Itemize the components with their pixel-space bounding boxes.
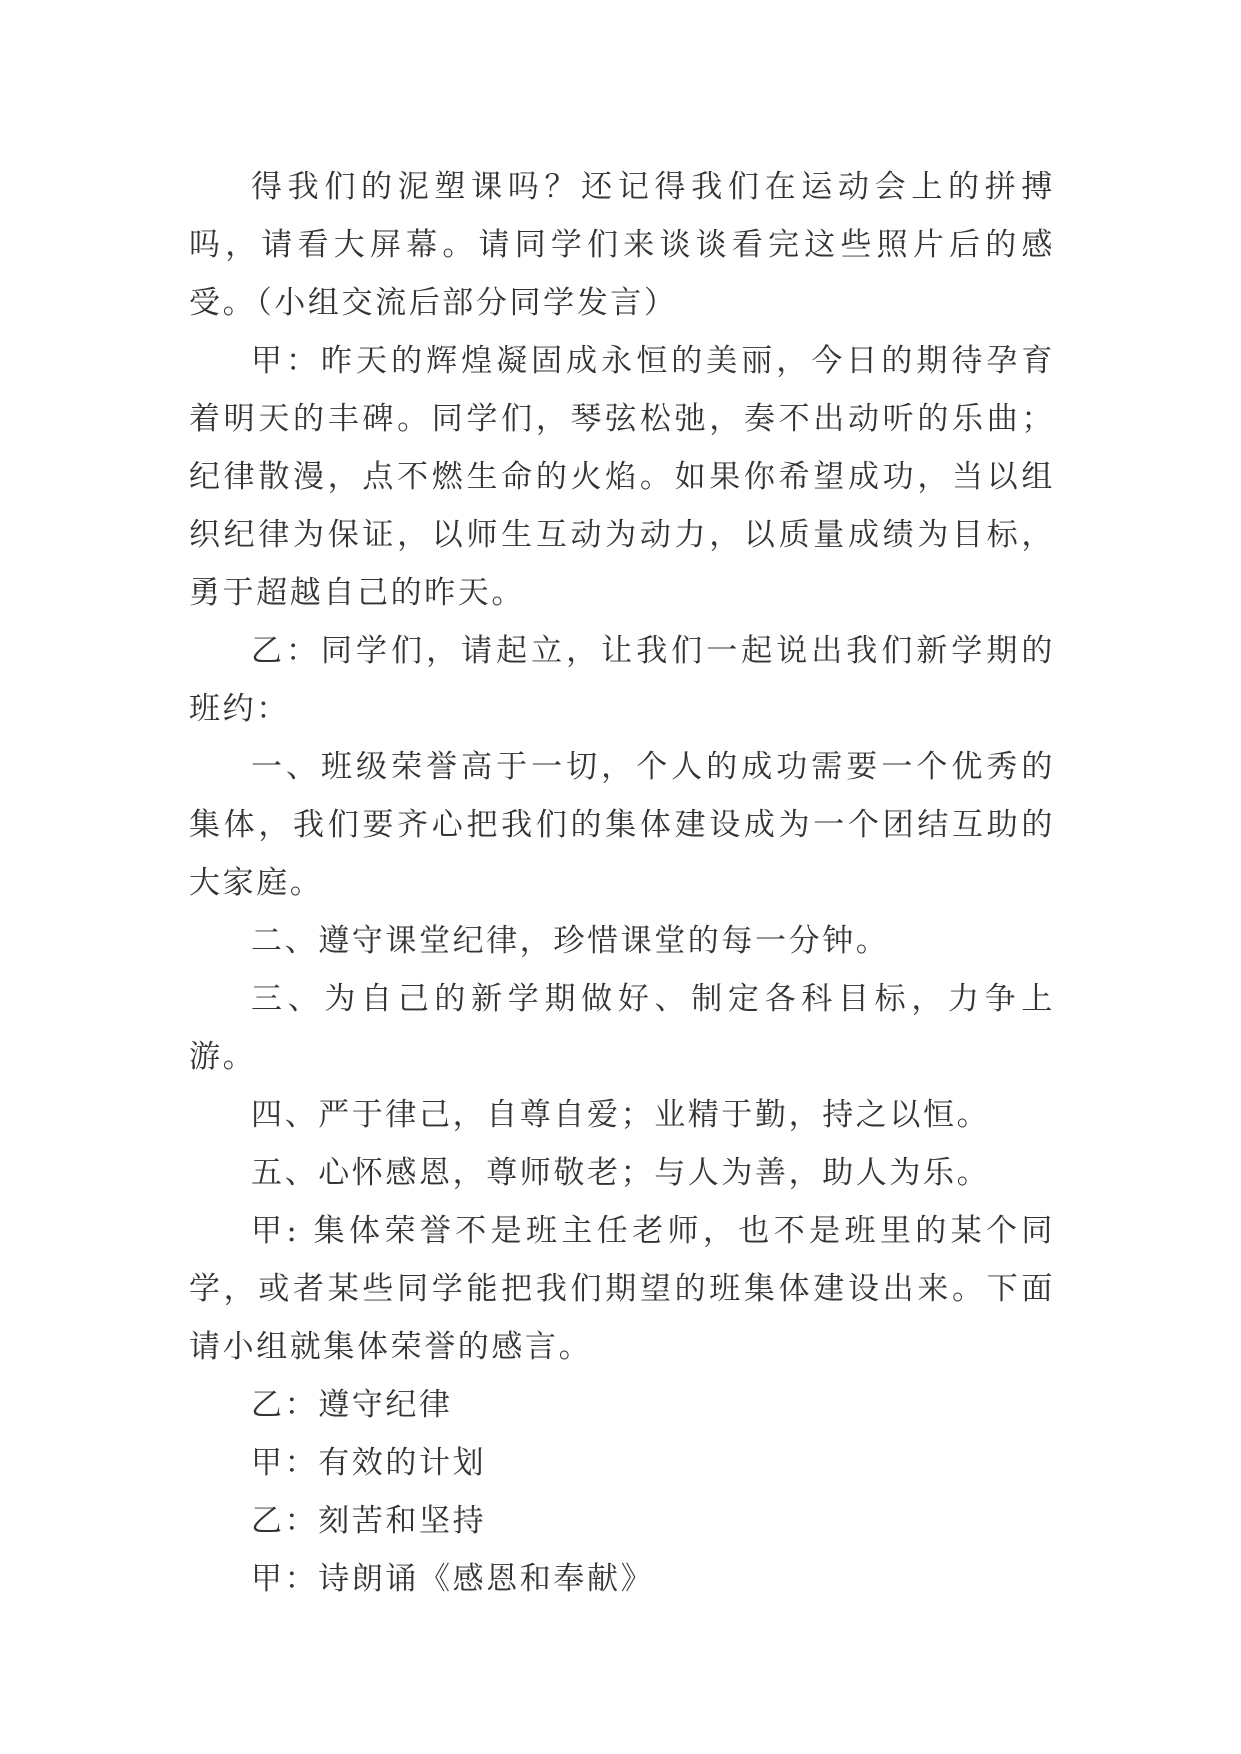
paragraph-12: 乙：刻苦和坚持 (251, 1503, 487, 1539)
paragraph-2: 甲：昨天的辉煌凝固成永恒的美丽，今日的期待孕育着明天的丰碑。同学们，琴弦松弛，奏不出动听的乐曲；纪律散漫，点不燃生命的火焰。如果你希望成功，当以组织纪律为保证，以师生互动为动力，以质量成绩为目标，勇于超越自己的昨天。 (189, 343, 1055, 611)
paragraph-6: 三、为自己的新学期做好、制定各科目标，力争上游。 (189, 981, 1055, 1075)
paragraph-13: 甲：诗朗诵《感恩和奉献》 (251, 1561, 655, 1597)
paragraph-11: 甲：有效的计划 (251, 1445, 487, 1481)
paragraph-5: 二、遵守课堂纪律，珍惜课堂的每一分钟。 (251, 923, 890, 959)
paragraph-3: 乙：同学们，请起立，让我们一起说出我们新学期的班约： (189, 633, 1055, 727)
paragraph-10: 乙：遵守纪律 (251, 1387, 453, 1423)
document-body (189, 158, 1055, 1608)
paragraph-9: 甲: 集体荣誉不是班主任老师，也不是班里的某个同学，或者某些同学能把我们期望的班集体建设出来。下面请小组就集体荣誉的感言。 (189, 1213, 1055, 1365)
paragraph-7: 四、严于律己，自尊自爱；业精于勤，持之以恒。 (251, 1097, 991, 1133)
paragraph-1: 得我们的泥塑课吗？还记得我们在运动会上的拼搏吗，请看大屏幕。请同学们来谈谈看完这些照片后的感受。（小组交流后部分同学发言） (189, 169, 1055, 321)
paragraph-8: 五、心怀感恩，尊师敬老；与人为善，助人为乐。 (251, 1155, 991, 1191)
paragraph-4: 一、班级荣誉高于一切，个人的成功需要一个优秀的集体，我们要齐心把我们的集体建设成为一个团结互助的大家庭。 (189, 749, 1055, 901)
